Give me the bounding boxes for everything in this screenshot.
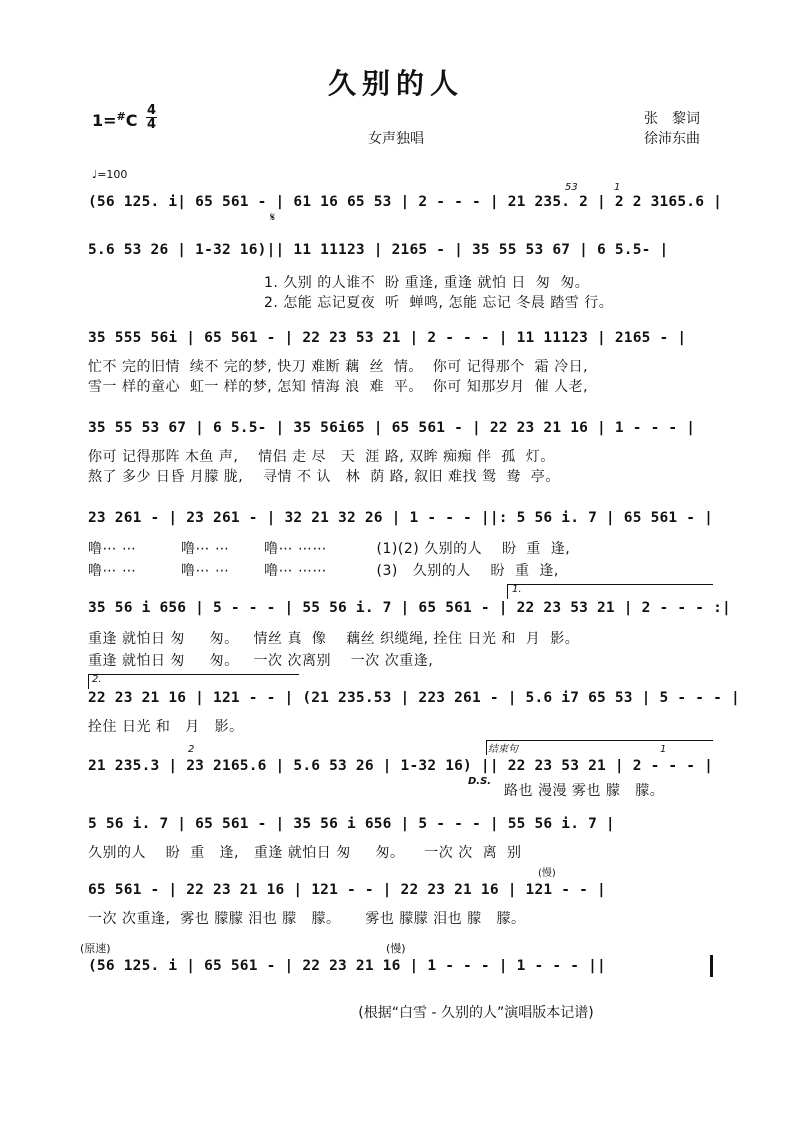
staff-row-7: 22 23 21 16 | 121 - - | (21 235.53 | 223 261 - | 5.6 i7 65 53 | 5 - - - | [88,690,740,706]
ending-label: 结束句 [488,744,518,755]
source-footnote: (根据“白雪 - 久别的人”演唱版本记谱) [358,1005,594,1021]
staff-row-10: 65 561 - | 22 23 21 16 | 121 - - | 22 23 21 16 | 121 - - | [88,882,606,898]
lyrics-row-6a: 重逢 就怕日 匆 匆。 情丝 真 像 藕丝 织缆绳, 拴住 日光 和 月 影。 [88,631,580,647]
staff-row-11: (56 125. i | 65 561 - | 22 23 21 16 | 1 - - - | 1 - - - || [88,958,606,974]
staff-row-5: 23 261 - | 23 261 - | 32 21 32 26 | 1 - - - ||: 5 56 i. 7 | 65 561 - | [88,510,714,526]
staff-row-8: 21 235.3 | 23 2165.6 | 5.6 53 26 | 1-32 16) || 22 23 53 21 | 2 - - - | [88,758,714,774]
lyricist-credit: 张 黎词 [644,111,700,127]
slow-mark-1: (慢) [538,868,556,879]
volta-1-bracket [507,584,713,599]
lyrics-row-9: 久别的人 盼 重 逢, 重逢 就怕日 匆 匆。 一次 次 离 别 [88,845,522,861]
song-title: 久别的人 [327,67,464,100]
segno-mark: 𝄋 [270,210,276,224]
lyrics-row-5b: 噜⋯ ⋯ 噜⋯ ⋯ 噜⋯ ⋯⋯ (3) 久别的人 盼 重 逢, [88,563,559,579]
slow-mark-2: (慢) [386,942,406,955]
tempo-mark: ♩=100 [92,168,128,181]
ending-bracket [486,740,713,755]
lyrics-row-7: 拴住 日光 和 月 影。 [88,719,244,735]
time-top: 4 [146,103,157,118]
staff-row-3: 35 555 56i | 65 561 - | 22 23 53 21 | 2 - - - | 11 11123 | 2165 - | [88,330,687,346]
grace-note-2: 1 [614,182,621,193]
performance-subtitle: 女声独唱 [368,131,424,147]
key-signature [92,110,138,130]
staff-row-1: (56 125. i| 65 561 - | 61 16 65 53 | 2 - - - | 21 235. 2 | 2 2 3165.6 | [88,194,723,210]
lyrics-row-5a: 噜⋯ ⋯ 噜⋯ ⋯ 噜⋯ ⋯⋯ (1)(2) 久别的人 盼 重 逢, [88,541,571,557]
staff-row-6: 35 56 i 656 | 5 - - - | 55 56 i. 7 | 65 561 - | 22 23 53 21 | 2 - - - :| [88,600,731,616]
ds-mark: D.S. [468,776,492,787]
lyrics-verse-1-row-2: 忙不 完的旧情 续不 完的梦, 快刀 难断 藕 丝 情。 你可 记得那个 霜 冷日, [88,359,589,375]
lyrics-verse-2-row-3: 熬了 多少 日昏 月朦 胧, 寻情 不 认 林 荫 路, 叙旧 难找 鸳 鸯 亭。 [88,469,560,485]
volta-2-bracket [88,674,299,689]
key-prefix: 1= [92,111,117,130]
key-note: C [125,111,138,130]
lyrics-verse-2-row-1: 2. 怎能 忘记夏夜 听 蝉鸣, 怎能 忘记 冬晨 踏雪 行。 [264,295,614,311]
key-sharp: # [116,110,126,123]
staff-row-4: 35 55 53 67 | 6 5.5- | 35 56i65 | 65 561 - | 22 23 21 16 | 1 - - - | [88,420,696,436]
lyrics-verse-2-row-2: 雪一 样的童心 虹一 样的梦, 怎知 情海 浪 难 平。 你可 知那岁月 催 人老, [88,379,589,395]
grace-note-3: 2 [188,744,195,755]
composer-credit: 徐沛东曲 [644,131,700,147]
volta-1-label: 1. [512,584,522,595]
lyrics-row-8: 路也 漫漫 雾也 朦 朦。 [504,783,665,799]
volta-2-label: 2. [92,674,102,685]
lyrics-row-6b: 重逢 就怕日 匆 匆。 一次 次离别 一次 次重逢, [88,653,434,669]
time-signature [146,104,157,131]
lyrics-row-10: 一次 次重逢, 雾也 朦朦 泪也 朦 朦。 雾也 朦朦 泪也 朦 朦。 [88,911,526,927]
lyrics-verse-1-row-3: 你可 记得那阵 木鱼 声, 情侣 走 尽 天 涯 路, 双眸 痴痴 伴 孤 灯。 [88,449,555,465]
time-bottom: 4 [146,117,157,132]
original-tempo-mark: (原速) [80,942,111,955]
lyrics-verse-1-row-1: 1. 久别 的人谁不 盼 重逢, 重逢 就怕 日 匆 匆。 [264,275,590,291]
grace-note-4: 1 [660,744,667,755]
staff-row-9: 5 56 i. 7 | 65 561 - | 35 56 i 656 | 5 - - - | 55 56 i. 7 | [88,816,615,832]
final-barline [710,955,713,977]
staff-row-2: 5.6 53 26 | 1-32 16)|| 11 11123 | 2165 - | 35 55 53 67 | 6 5.5- | [88,242,669,258]
grace-note-1: 53 [565,182,578,193]
